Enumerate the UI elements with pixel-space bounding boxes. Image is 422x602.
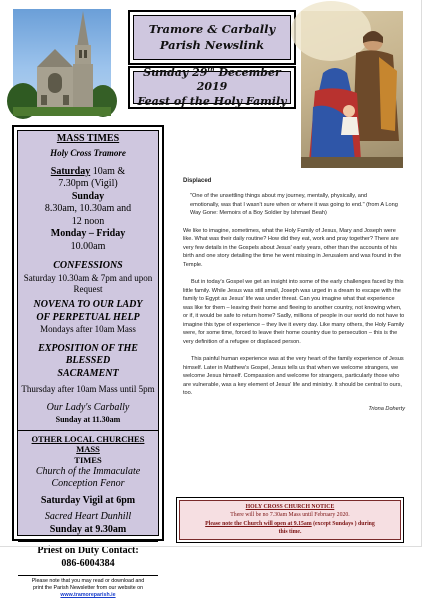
confessions-text-a: Saturday 10.30am & 7pm and upon [23,272,153,283]
priest-on-duty-label: Priest on Duty Contact: [37,545,139,557]
carbally-time: Sunday at 11.30am [55,414,121,424]
church-holy-cross: Holy Cross Tramore [50,147,126,158]
masthead-title-line1: Tramore & Carbally [148,21,276,36]
article-signature: Triona Doherty [368,405,405,412]
sunday-times-a: 8.30am, 10.30am and [44,203,132,215]
other-churches-heading-b: TIMES [74,455,102,465]
masthead-date-box [128,66,296,109]
novena-time: Mondays after 10am Mass [40,324,136,335]
website-link[interactable]: www.tramoreparish.ie [60,592,116,599]
article-paragraph-3: This painful human experience was at the very heart of the family experience of Jesus himself. Later in Matthew's Gospel, Jesus tells us that when we welcome strangers, we welcome Jesus himself. Compassion and welcome for strangers, particularly those who are vulnerable, was a key element of Jesus' life and ministry. It should be central to ours, too. [183,356,404,397]
church-notice-line2: Please note the Church will open at 9.15am (except Sundays ) during [205,520,375,527]
article-paragraph-1: We like to imagine, sometimes, what the Holy Family of Jesus, Mary and Joseph were like. What was their daily routine? How did they eat, work and pray together? There are very few details in the Gospels about Jesus' early years, other than the accounts of his birth and one story detailing the time he went missing in Jerusalem and was found in the Temple. [183,227,402,268]
weekday-time: 10.00am [70,240,106,252]
masthead-date: Sunday 29th December 2019 [143,66,281,94]
novena-heading-b: OF PERPETUAL HELP [36,311,140,323]
church-notice-line1: There will be no 7.30am Mass until February 2020. [230,512,350,519]
exposition-time: Thursday after 10am Mass until 5pm [21,384,155,394]
sunday-times-b: 12 noon [71,215,105,227]
masthead-title-box [128,10,296,65]
weekday-label: Monday – Friday [50,228,126,240]
church-immaculate-b: Conception Fenor [51,478,125,490]
website-notice: Please note that you may read or download and print the Parish Newsletter from our website on www.tramoreparish.ie [21,576,155,601]
novena-heading-a: NOVENA TO OUR LADY [33,299,143,311]
exposition-heading-b: SACRAMENT [57,367,119,379]
church-notice-heading: HOLY CROSS CHURCH NOTICE [245,504,335,510]
article-quote: "One of the unsettling things about my journey, mentally, physically, and emotionally, was that I wasn't sure when or where it was going to end." (from A Long Way Gone: Memoirs of a Boy Soldier by Ishmael Beah) [190,193,398,217]
church-immaculate-a: Church of the Immaculate [35,465,141,477]
sunday-label: Sunday [71,190,105,202]
masthead-title-line2: Parish Newslink [159,37,265,52]
church-photo [13,9,111,116]
holy-family-painting [301,11,403,168]
church-illustration [13,9,111,116]
church-immaculate-time: Saturday Vigil at 6pm [40,494,136,506]
mass-times-heading: MASS TIMES [56,133,120,144]
saturday-times: Saturday 10am & [50,165,126,177]
article-displaced [183,177,405,413]
confessions-text-b: Request [73,284,103,294]
other-churches-heading-a: OTHER LOCAL CHURCHES MASS [31,433,145,455]
exposition-heading-a: EXPOSITION OF THE BLESSED [38,342,138,366]
church-notice-line3: this time. [278,529,302,536]
church-sacred-heart-time: Sunday at 9.30am [49,523,127,535]
saturday-vigil: 7.30pm (Vigil) [58,178,118,190]
church-notice-box [176,497,404,543]
article-heading: Displaced [183,178,212,184]
priest-phone: 086-6004384 [61,557,115,569]
holy-family-illustration [301,11,403,168]
carbally-label: Our Lady's Carbally [46,402,130,414]
confessions-heading: CONFESSIONS [53,260,123,272]
article-paragraph-2: But in today's Gospel we get an insight into some of the early challenges faced by this little family. While Jesus was still small, Joseph was urged in a dream to escape with the family to Egypt as Jesus' life was under threat. Can you imagine what that experience was like for them – leaving their home and fleeing to another country, not knowing when, or if, it would be safe to return home? Sadly, millions of people in our world do not have to imagine this type of experience – they live it every day. Like many others, the Holy Family were, for some time, forced to leave their home country due to persecution – this is the very definition of a refugee or displaced person. [183,279,405,345]
mass-times-sidebar [12,125,164,599]
church-sacred-heart: Sacred Heart Dunhill [44,511,132,523]
masthead-feast: Feast of the Holy Family [137,94,287,108]
